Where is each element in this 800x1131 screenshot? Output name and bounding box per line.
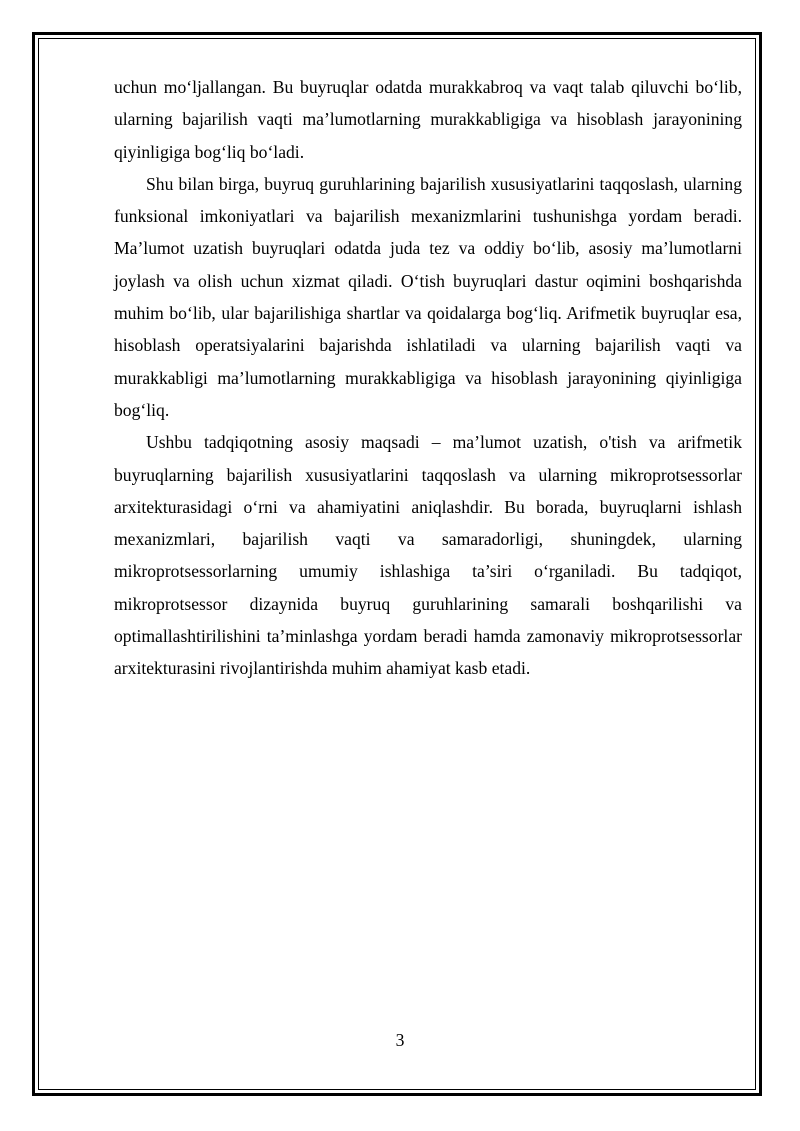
paragraph-continuation: uchun mo‘ljallangan. Bu buyruqlar odatda murakkabroq va vaqt talab qiluvchi bo‘lib, ularning bajarilish vaqti ma’lumotlarning murakkabligiga va hisoblash jarayonining qiyinligiga bog‘liq bo‘ladi.: [114, 77, 742, 162]
body-text: [114, 71, 742, 685]
paragraph-research-goal: Ushbu tadqiqotning asosiy maqsadi – ma’lumot uzatish, o'tish va arifmetik buyruqlarning bajarilish xususiyatlarini taqqoslash va ularning mikroprotsessorlar arxitekturasidagi o‘rni va ahamiyatini aniqlashdir. Bu borada, buyruqlarni ishlash mexanizmlari, bajarilish vaqti va samaradorligi, shuningdek, ularning mikroprotsessorlarning umumiy ishlashiga ta’siri o‘rganiladi. Bu tadqiqot, mikroprotsessor dizaynida buyruq guruhlarining samarali boshqarilishi va optimallashtirilishini ta’minlashga yordam beradi hamda zamonaviy mikroprotsessorlar arxitekturasini rivojlantirishda muhim ahamiyat kasb etadi.: [114, 432, 742, 679]
page-number: 3: [395, 1030, 405, 1050]
paragraph-comparison: Shu bilan birga, buyruq guruhlarining bajarilish xususiyatlarini taqqoslash, ularning funksional imkoniyatlari va bajarilish mexanizmlarini tushunishga yordam beradi. Ma’lumot uzatish buyruqlari odatda juda tez va oddiy bo‘lib, asosiy ma’lumotlarni joylash va olish uchun xizmat qiladi. O‘tish buyruqlari dastur oqimini boshqarishda muhim bo‘lib, ular bajarilishiga shartlar va qoidalarga bog‘liq. Arifmetik buyruqlar esa, hisoblash operatsiyalarini bajarishda ishlatiladi va ularning bajarilish vaqti va murakkabligi ma’lumotlarning murakkabligiga va hisoblash jarayonining qiyinligiga bog‘liq.: [114, 173, 742, 420]
